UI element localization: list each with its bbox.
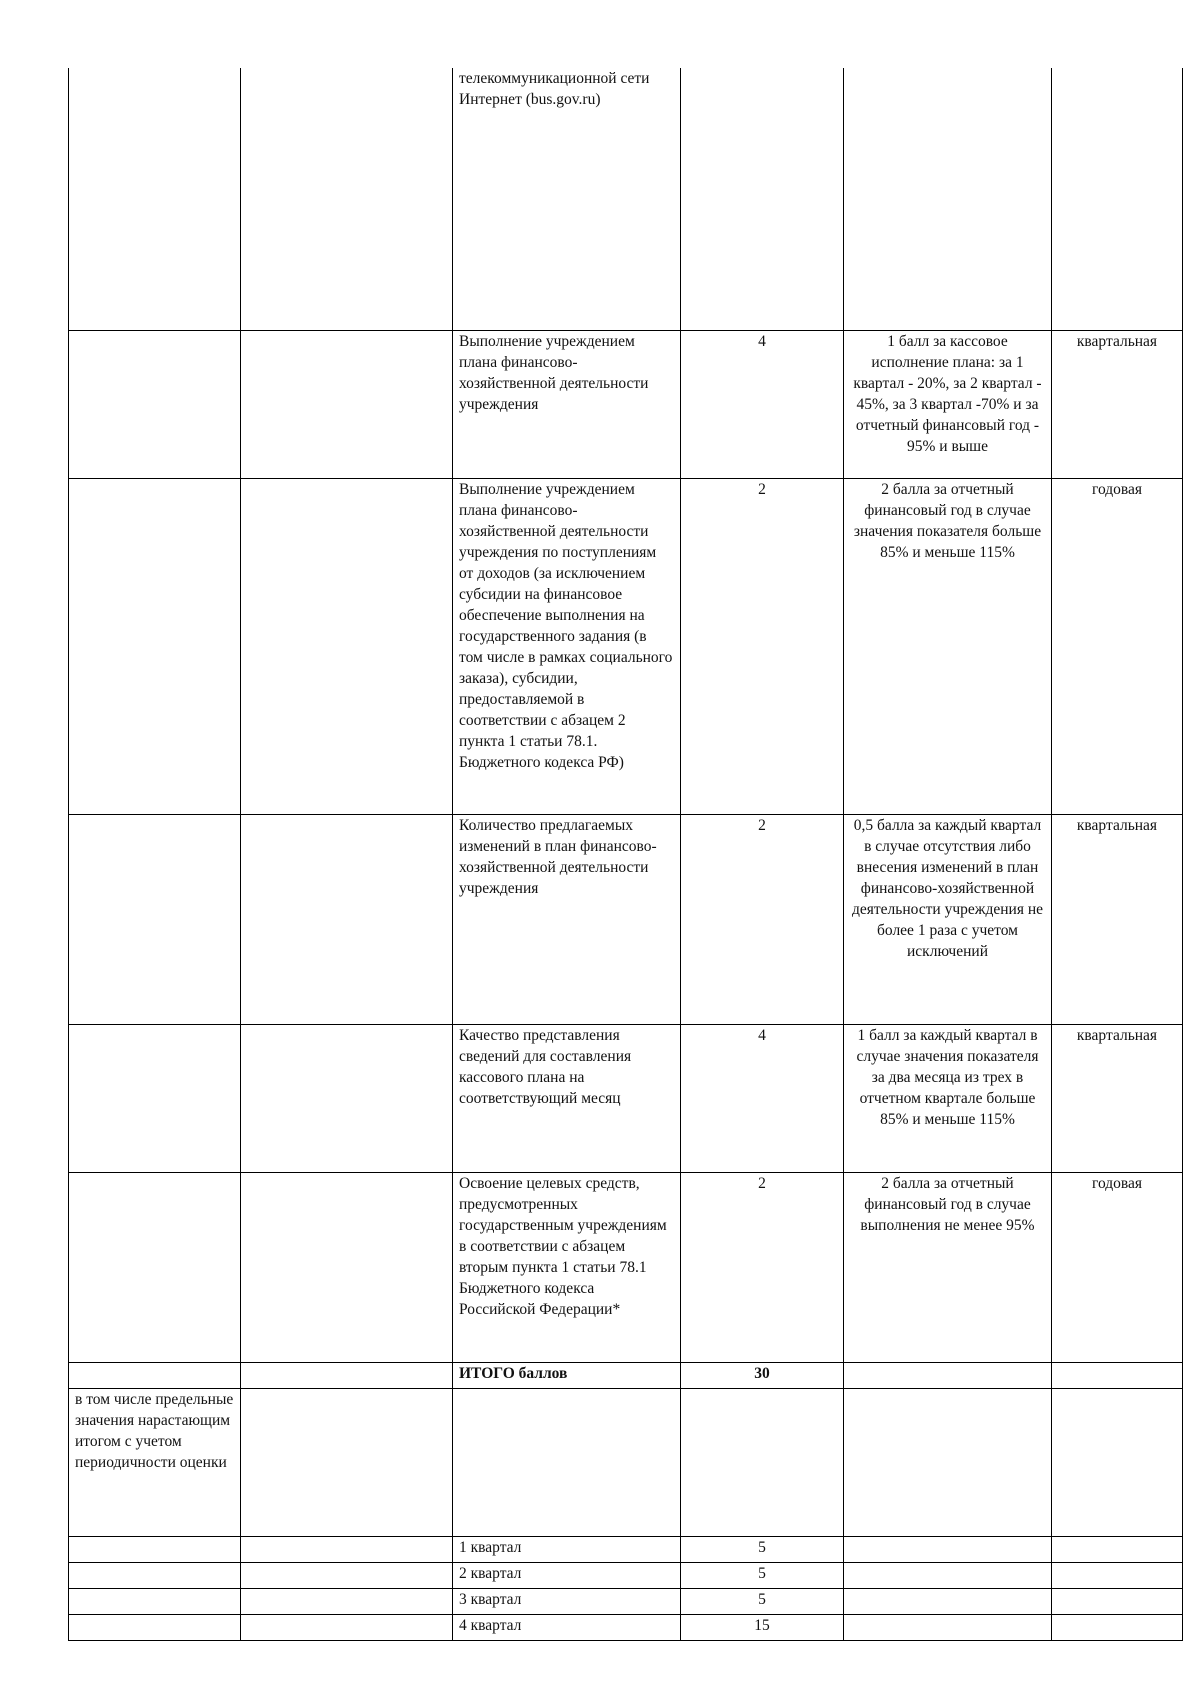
quarter-value: 5: [681, 1562, 844, 1588]
total-row: [69, 1362, 1183, 1388]
periodicity-cell: годовая: [1052, 1172, 1183, 1362]
quarter-label: 4 квартал: [453, 1614, 681, 1640]
table-row: [69, 1172, 1183, 1362]
subgroup-cell: [241, 330, 453, 478]
max-points-cell: 4: [681, 1024, 844, 1172]
criterion-cell: Освоение целевых средств, предусмотренных государственным учреждениям в соответствии с абзацем вторым пункта 1 статьи 78.1 Бюджетного кодекса Российской Федерации*: [453, 1172, 681, 1362]
table-row: [69, 68, 1183, 330]
group-cell: [69, 1172, 241, 1362]
condition-cell: 0,5 балла за каждый квартал в случае отсутствия либо внесения изменений в план финансово-хозяйственной деятельности учреждения не более 1 раза с учетом исключений: [844, 814, 1052, 1024]
group-cell: [69, 814, 241, 1024]
subgroup-cell: [241, 1362, 453, 1388]
subgroup-cell: [241, 1172, 453, 1362]
quarter-value: 5: [681, 1536, 844, 1562]
quarter-row: [69, 1588, 1183, 1614]
quarter-row: [69, 1536, 1183, 1562]
max-points-cell: 2: [681, 814, 844, 1024]
criteria-table: [68, 68, 1183, 1641]
cumulative-heading-row: [69, 1388, 1183, 1536]
periodicity-cell: квартальная: [1052, 330, 1183, 478]
condition-cell: 1 балл за кассовое исполнение плана: за 1 квартал - 20%, за 2 квартал - 45%, за 3 квартал -70% и за отчетный финансовый год - 95% и выше: [844, 330, 1052, 478]
subgroup-cell: [241, 1024, 453, 1172]
quarter-row: [69, 1562, 1183, 1588]
group-cell: [69, 478, 241, 814]
group-cell: [69, 68, 241, 330]
periodicity-cell: квартальная: [1052, 814, 1183, 1024]
condition-cell: [844, 68, 1052, 330]
periodicity-cell: [1052, 1388, 1183, 1536]
subgroup-cell: [241, 68, 453, 330]
subgroup-cell: [241, 478, 453, 814]
group-cell: [69, 1024, 241, 1172]
periodicity-cell: [1052, 68, 1183, 330]
periodicity-cell: [1052, 1362, 1183, 1388]
subgroup-cell: [241, 814, 453, 1024]
condition-cell: 2 балла за отчетный финансовый год в случае выполнения не менее 95%: [844, 1172, 1052, 1362]
condition-cell: 1 балл за каждый квартал в случае значения показателя за два месяца из трех в отчетном квартале больше 85% и меньше 115%: [844, 1024, 1052, 1172]
table-row: [69, 330, 1183, 478]
subgroup-cell: [241, 1388, 453, 1536]
criterion-cell: Количество предлагаемых изменений в план финансово-хозяйственной деятельности учреждения: [453, 814, 681, 1024]
periodicity-cell: годовая: [1052, 478, 1183, 814]
table-row: [69, 1024, 1183, 1172]
max-points-cell: [681, 1388, 844, 1536]
cumulative-label: в том числе предельные значения нарастающим итогом с учетом периодичности оценки: [69, 1388, 241, 1536]
periodicity-cell: квартальная: [1052, 1024, 1183, 1172]
condition-cell: [844, 1362, 1052, 1388]
group-cell: [69, 330, 241, 478]
quarter-row: [69, 1614, 1183, 1640]
group-cell: [69, 1362, 241, 1388]
max-points-cell: 4: [681, 330, 844, 478]
max-points-cell: 2: [681, 1172, 844, 1362]
table-row: [69, 478, 1183, 814]
total-value: 30: [681, 1362, 844, 1388]
quarter-value: 15: [681, 1614, 844, 1640]
max-points-cell: [681, 68, 844, 330]
quarter-label: 2 квартал: [453, 1562, 681, 1588]
total-label: ИТОГО баллов: [453, 1362, 681, 1388]
condition-cell: [844, 1388, 1052, 1536]
quarter-label: 1 квартал: [453, 1536, 681, 1562]
criterion-cell: [453, 1388, 681, 1536]
condition-cell: 2 балла за отчетный финансовый год в случае значения показателя больше 85% и меньше 115%: [844, 478, 1052, 814]
quarter-label: 3 квартал: [453, 1588, 681, 1614]
criterion-cell: телекоммуникационной сети Интернет (bus.gov.ru): [453, 68, 681, 330]
max-points-cell: 2: [681, 478, 844, 814]
criterion-cell: Выполнение учреждением плана финансово-хозяйственной деятельности учреждения: [453, 330, 681, 478]
criterion-cell: Качество представления сведений для составления кассового плана на соответствующий месяц: [453, 1024, 681, 1172]
table-row: [69, 814, 1183, 1024]
criterion-cell: Выполнение учреждением плана финансово-хозяйственной деятельности учреждения по поступлениям от доходов (за исключением субсидии на финансовое обеспечение выполнения на государственного задания (в том числе в рамках социального заказа), субсидии, предоставляемой в соответствии с абзацем 2 пункта 1 статьи 78.1. Бюджетного кодекса РФ): [453, 478, 681, 814]
quarter-value: 5: [681, 1588, 844, 1614]
